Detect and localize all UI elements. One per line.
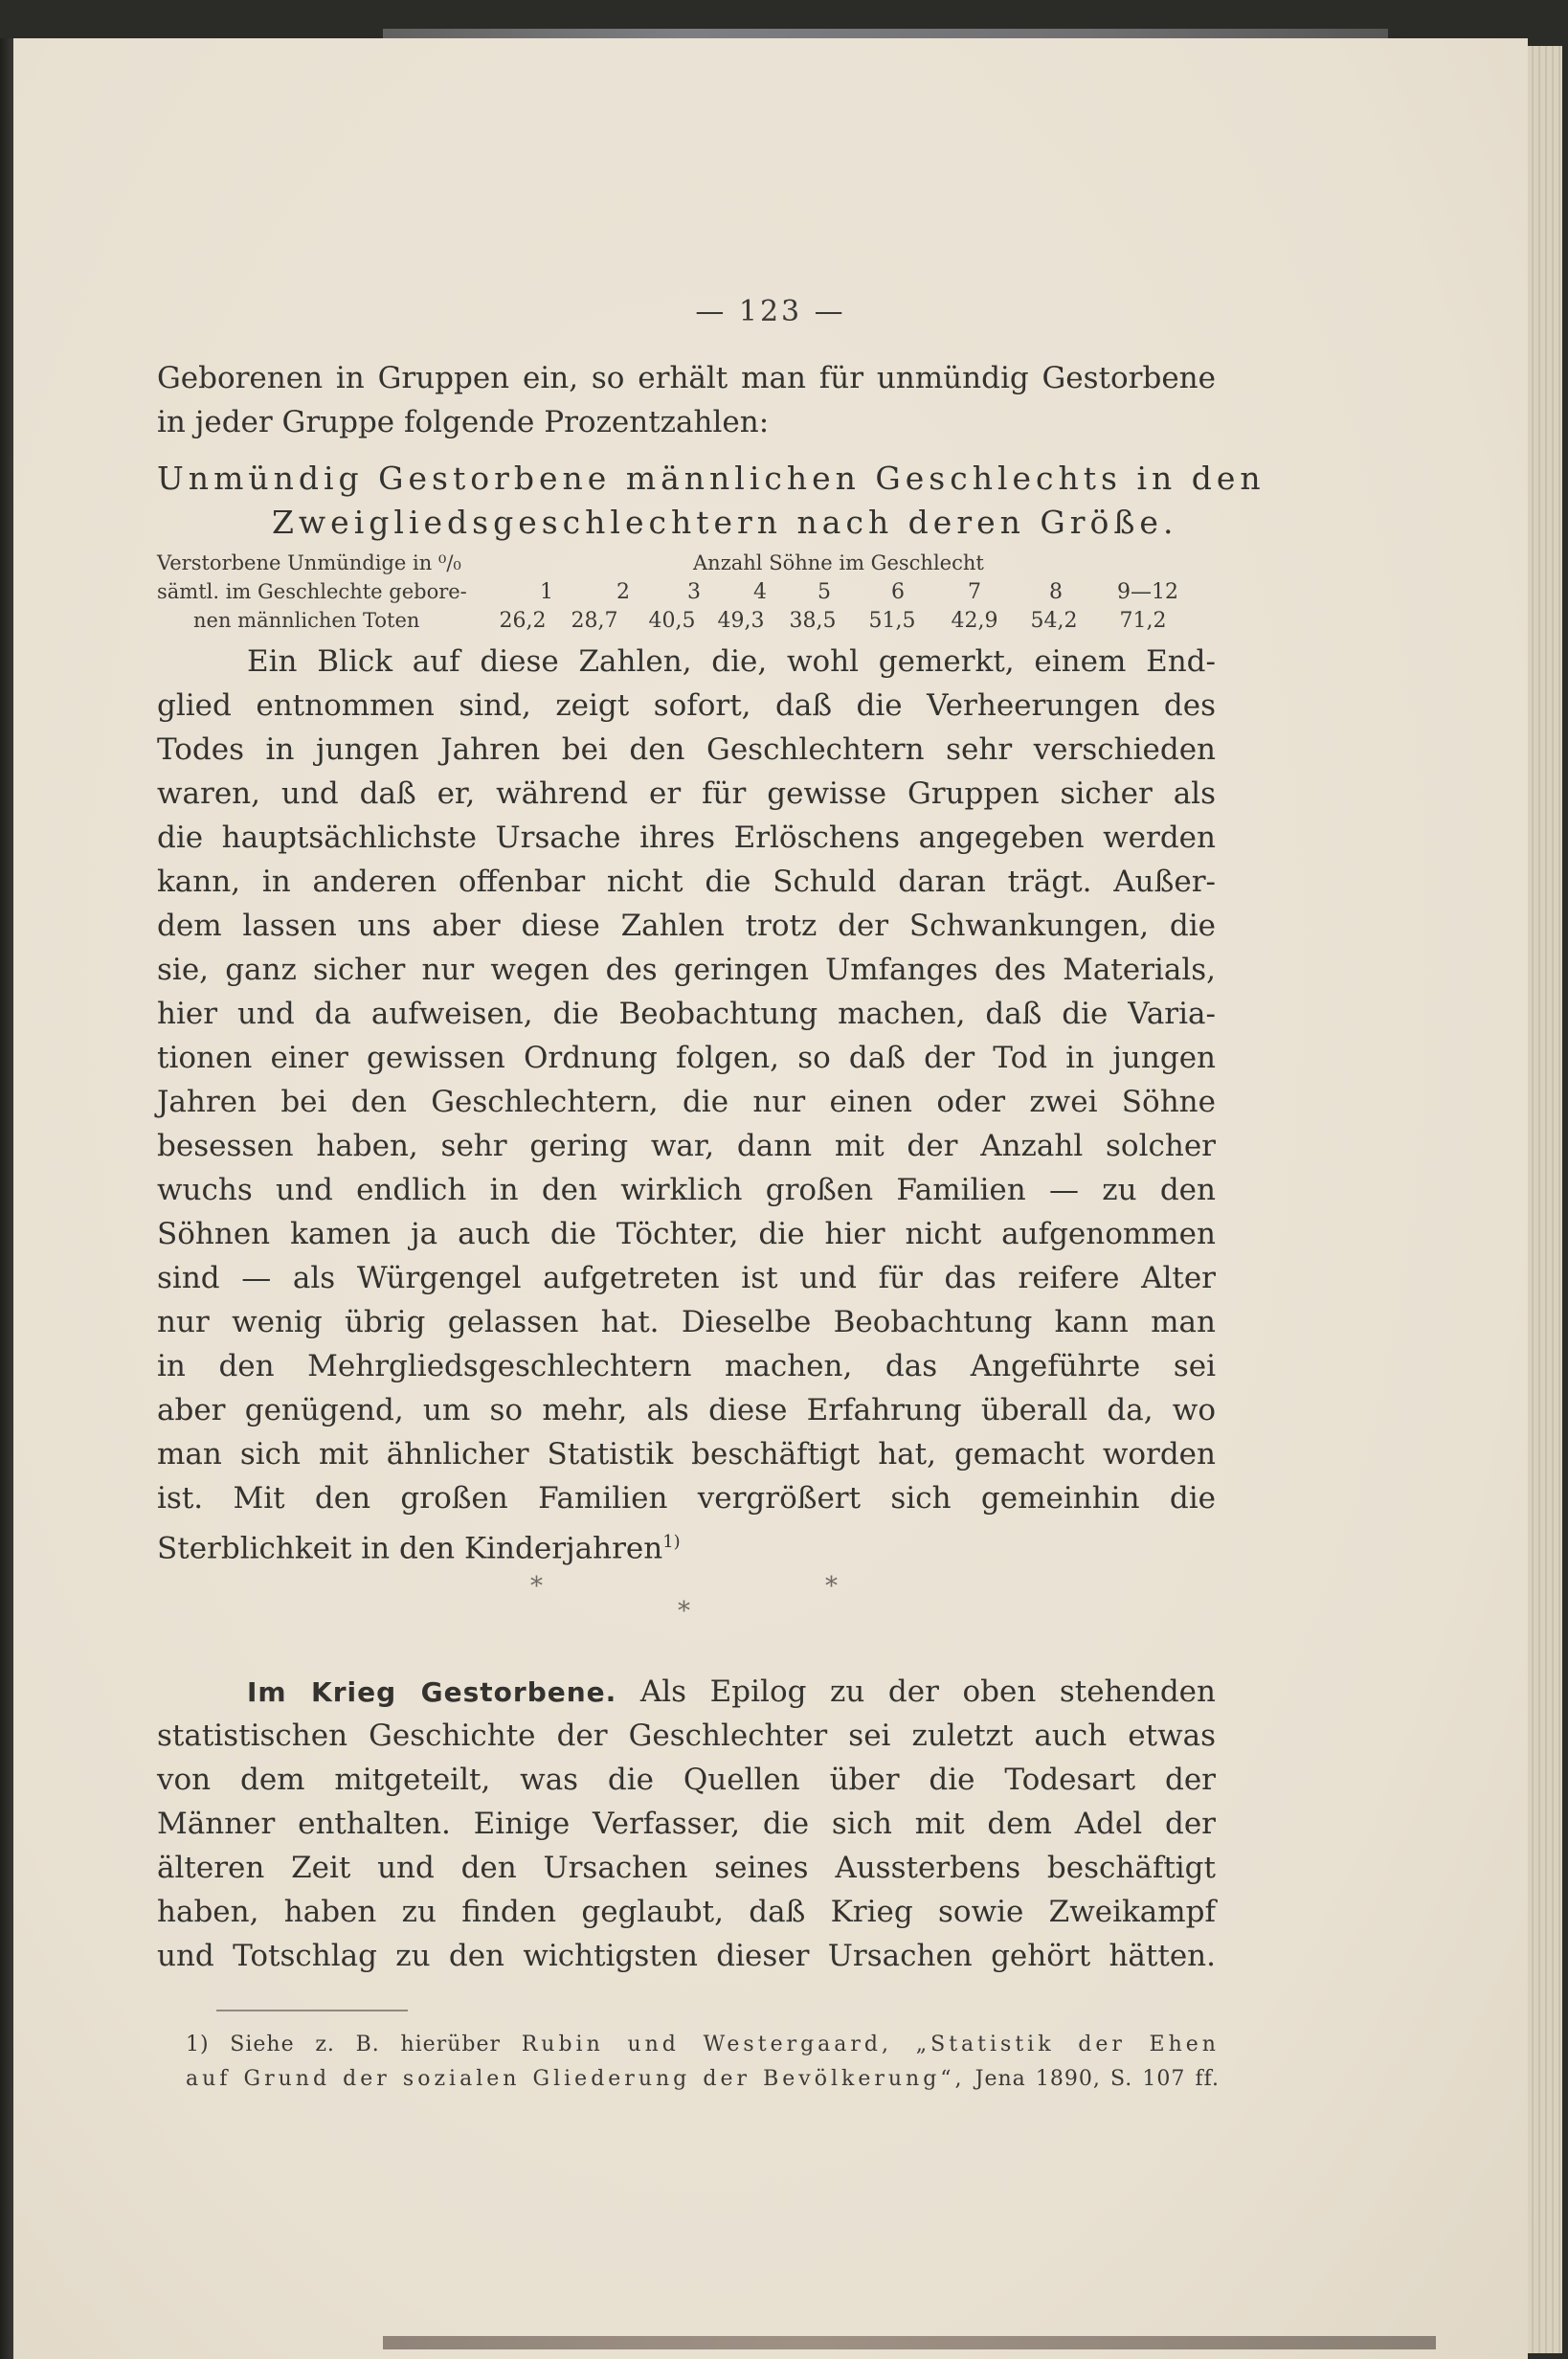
book-spine-shadow [0, 38, 13, 2359]
paragraph-1-line-10: tionen einer gewissen Ordnung folgen, so daß der Tod in jungen [157, 1041, 1216, 1075]
page-number: — 123 — [695, 295, 846, 328]
paragraph-1-line-15: sind — als Würgengel aufgetreten ist und für das reifere Alter [157, 1261, 1216, 1295]
paragraph-1-line-2: glied entnommen sind, zeigt sofort, daß die Verheerungen des [157, 688, 1216, 723]
paragraph-2-line-3: von dem mitgeteilt, was die Quellen über die Todesart der [157, 1763, 1216, 1797]
paragraph-1-line-6: kann, in anderen offenbar nicht die Schuld daran trägt. Außer- [157, 865, 1216, 899]
table-value: 51,5 [868, 609, 916, 633]
table-value: 26,2 [499, 609, 547, 633]
table-row-label-1 [157, 551, 1220, 578]
footnote-title-end: auf Grund der sozialen Gliederung der Bevölkerung“, [186, 2067, 966, 2091]
footnote-reference: 1) [662, 1532, 681, 1552]
paragraph-1-line-7: dem lassen uns aber diese Zahlen trotz der Schwankungen, die [157, 909, 1216, 943]
footnote-rule [216, 2010, 408, 2011]
paragraph-1-line-1: Ein Blick auf diese Zahlen, die, wohl gemerkt, einem End- [247, 644, 1216, 679]
book-page [13, 38, 1528, 2359]
paragraph-1-line-5: die hauptsächlichste Ursache ihres Erlöschens angegeben werden [157, 820, 1216, 855]
paragraph-1-line-4: waren, und daß er, während er für gewisse Gruppen sicher als [157, 776, 1216, 811]
paragraph-1-line-21 [157, 1520, 1216, 1570]
paragraph-1-line-14: Söhnen kamen ja auch die Töchter, die hier nicht aufgenommen [157, 1217, 1216, 1251]
paragraph-1-line-16: nur wenig übrig gelassen hat. Dieselbe Beobachtung kann man [157, 1305, 1216, 1339]
column-header: 7 [968, 580, 981, 604]
paragraph-1-line-12: besessen haben, sehr gering war, dann mit der Anzahl solcher [157, 1129, 1216, 1163]
table-row-label: Verstorbene Unmündige in ⁰/₀ [157, 551, 461, 574]
table-heading-line-2: Zweigliedsgeschlechtern nach deren Größe. [272, 504, 1178, 541]
paragraph-2-line-5: älteren Zeit und den Ursachen seines Aussterbens beschäftigt [157, 1851, 1216, 1885]
column-header: 3 [687, 580, 701, 604]
footnote-publication: Jena 1890, S. 107 ff. [974, 2067, 1220, 2091]
paragraph-1-line-17: in den Mehrgliedsgeschlechtern machen, das Angeführte sei [157, 1349, 1216, 1383]
page-edges [1528, 46, 1562, 2353]
paragraph-1-line-13: wuchs und endlich in den wirklich großen Familien — zu den [157, 1173, 1216, 1207]
intro-line-1: Geborenen in Gruppen ein, so erhält man für unmündig Gestorbene [157, 361, 1216, 395]
paragraph-2-line-6: haben, haben zu finden geglaubt, daß Krieg sowie Zweikampf [157, 1895, 1216, 1929]
paragraph-1-line-3: Todes in jungen Jahren bei den Geschlechtern sehr verschieden [157, 732, 1216, 767]
paragraph-1-line-9: hier und da aufweisen, die Beobachtung machen, daß die Varia- [157, 997, 1216, 1031]
paragraph-1-line-11: Jahren bei den Geschlechtern, die nur einen oder zwei Söhne [157, 1085, 1216, 1119]
paragraph-1-line-18: aber genügend, um so mehr, als diese Erfahrung überall da, wo [157, 1393, 1216, 1427]
footnote-line-1-a: 1) Siehe z. B. hierüber [186, 2033, 502, 2056]
column-header: 8 [1049, 580, 1063, 604]
column-group-header: Anzahl Söhne im Geschlecht [693, 551, 984, 574]
table-heading-line-1: Unmündig Gestorbene männlichen Geschlechts in den [157, 460, 1266, 497]
table-value: 71,2 [1119, 609, 1167, 633]
table-value: 54,2 [1030, 609, 1078, 633]
paragraph-2-line-1-text: Als Epilog zu der oben stehenden [616, 1674, 1216, 1709]
column-header: 2 [616, 580, 630, 604]
footnote-line-2 [186, 2062, 1220, 2097]
table-value: 40,5 [648, 609, 696, 633]
table-value: 28,7 [571, 609, 618, 633]
table-value: 49,3 [717, 609, 765, 633]
bottom-color-strip [383, 2336, 1436, 2349]
table-value-row [157, 609, 1220, 636]
table-row-label: nen männlichen Toten [193, 609, 420, 632]
table-row-label: sämtl. im Geschlechte gebore- [157, 580, 467, 603]
paragraph-2-line-4: Männer enthalten. Einige Verfasser, die sich mit dem Adel der [157, 1807, 1216, 1841]
paragraph-2-line-2: statistischen Geschichte der Geschlechter sei zuletzt auch etwas [157, 1719, 1216, 1753]
section-run-head: Im Krieg Gestorbene. [247, 1676, 617, 1708]
footnote-authors: Rubin und Westergaard, „Statistik der Ehen [521, 2033, 1220, 2056]
separator-star-3: * [678, 1597, 690, 1626]
separator-star-2: * [825, 1572, 838, 1601]
paragraph-1-last-text: Sterblichkeit in den Kinderjahren [157, 1531, 663, 1566]
intro-line-2: in jeder Gruppe folgende Prozentzahlen: [157, 405, 770, 439]
column-header: 1 [540, 580, 553, 604]
paragraph-1-line-8: sie, ganz sicher nur wegen des geringen Umfanges des Materials, [157, 953, 1216, 987]
paragraph-2-line-7: und Totschlag zu den wichtigsten dieser Ursachen gehört hätten. [157, 1939, 1216, 1973]
table-column-row [157, 580, 1220, 607]
column-header: 6 [891, 580, 905, 604]
table-value: 42,9 [951, 609, 998, 633]
table-value: 38,5 [789, 609, 837, 633]
paragraph-2-line-1 [247, 1670, 1216, 1715]
paragraph-1-line-19: man sich mit ähnlicher Statistik beschäftigt hat, gemacht worden [157, 1437, 1216, 1472]
paragraph-1-line-20: ist. Mit den großen Familien vergrößert sich gemeinhin die [157, 1481, 1216, 1516]
column-header: 5 [818, 580, 831, 604]
separator-star-1: * [530, 1572, 543, 1601]
column-header: 4 [753, 580, 767, 604]
footnote-line-1 [186, 2028, 1220, 2062]
column-header: 9—12 [1117, 580, 1178, 604]
